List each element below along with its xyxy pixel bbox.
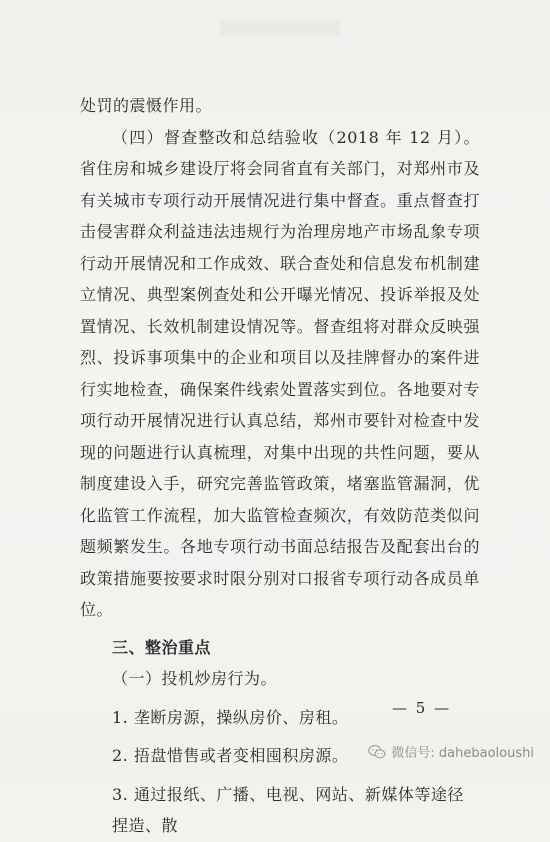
page-number: — 5 — bbox=[392, 699, 452, 717]
paragraph-supervision: （四）督查整改和总结验收（2018 年 12 月）。省住房和城乡建设厅将会同省直有关部门，对郑州市及有关城市专项行动开展情况进行集中督查。重点督查打击侵害群众利益违法违规行为治理房地产市场乱象专项行动开展情况和工作成效、联合查处和信息发布机制建立情况、典型案例查处和公开曝光情况、投诉举报及处置情况、长效机制建设情况等。督查组将对群众反映强烈、投诉事项集中的企业和项目以及挂牌督办的案件进行实地检查，确保案件线索处置落实到位。各地要对专项行动开展情况进行认真总结，郑州市要针对检查中发现的问题进行认真梳理，对集中出现的共性问题，要从制度建设入手，研究完善监管政策，堵塞监管漏洞，优化监管工作流程，加大监管检查频次，有效防范类似问题频繁发生。各地专项行动书面总结报告及配套出台的政策措施要按要求时限分别对口报省专项行动各成员单位。 bbox=[80, 127, 480, 619]
paragraph-continuation: 处罚的震慑作用。 bbox=[80, 96, 213, 115]
document-body bbox=[80, 90, 480, 842]
section-heading: 三、整治重点 bbox=[112, 637, 212, 657]
watermark-text: 微信号: dahebaoloushi bbox=[391, 746, 534, 761]
bleed-through-mark bbox=[220, 20, 340, 36]
watermark bbox=[368, 742, 534, 761]
list-item-3: 3. 通过报纸、广播、电视、网站、新媒体等途径捏造、散 bbox=[112, 784, 464, 835]
wechat-icon bbox=[368, 744, 386, 760]
list-item-subheading: （一）投机炒房行为。 bbox=[112, 669, 278, 688]
list-item-1: 1. 垄断房源，操纵房价、房租。 bbox=[112, 707, 349, 727]
list-item-2: 2. 捂盘惜售或者变相囤积房源。 bbox=[112, 746, 349, 765]
